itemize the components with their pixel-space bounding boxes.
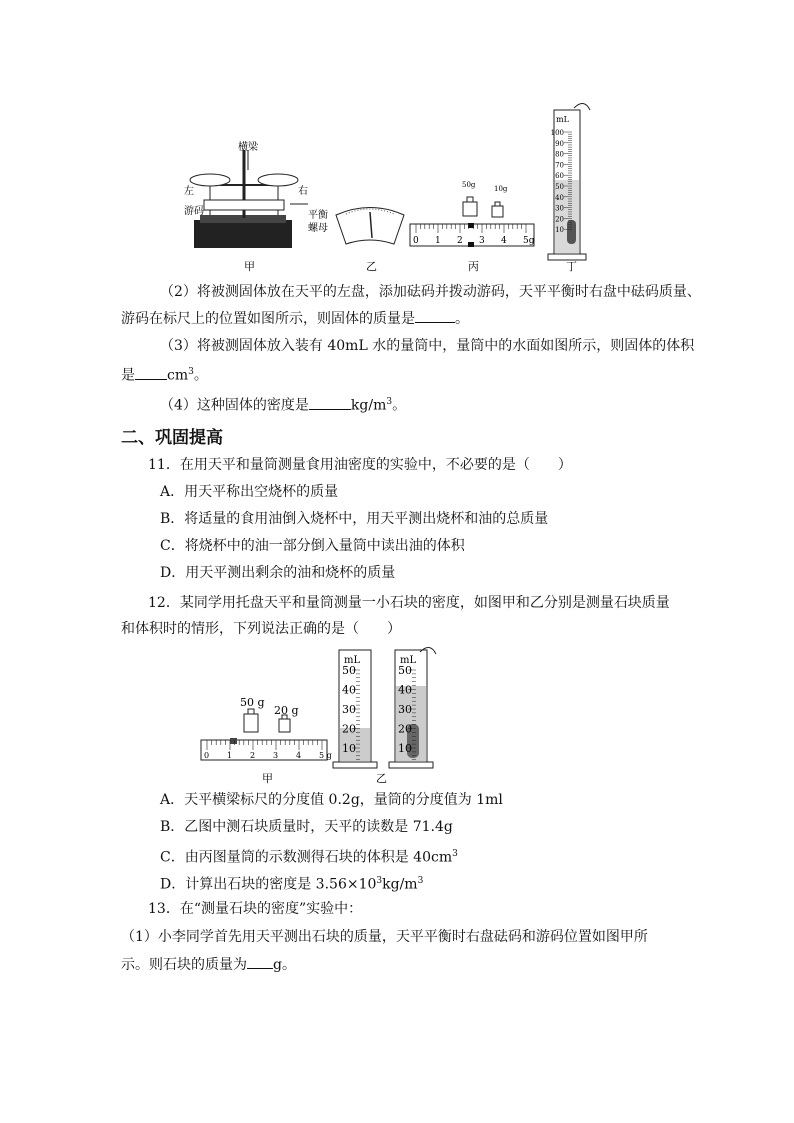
pointer-dial — [336, 208, 404, 245]
q12-stem-line2: 和体积时的情形，下列说法正确的是（ ） — [121, 621, 401, 637]
q10-part3-end: 。 — [193, 367, 208, 384]
ruler-tick-label: 0 — [413, 236, 419, 246]
q12-ruler-tick-label: 0 — [204, 751, 210, 760]
q10-part3-text: 是 — [121, 367, 135, 384]
cylinder-tick-label: 80 — [555, 150, 564, 159]
q12-option-a[interactable]: A．天平横梁标尺的分度值 0.2g，量筒的分度值为 1ml — [160, 792, 503, 808]
q12-cyl1-unit: mL — [344, 655, 361, 666]
q12-option-d-text: D．计算出石块的密度是 3.56×10 — [160, 876, 377, 893]
q12-ruler-tick-label: 1 — [227, 751, 233, 760]
q12-cylinder-tick-label: 40 — [398, 683, 412, 697]
nut-label-2: 螺母 — [308, 223, 328, 234]
q12-weights — [201, 709, 327, 760]
q10-part2-end: 。 — [455, 311, 469, 327]
q12-cylinder-tick-label: 10 — [398, 742, 412, 755]
q12-ruler-tick-label: 3 — [273, 751, 279, 760]
fig-label-bing: 丙 — [468, 260, 479, 273]
ruler-tick-label: 2 — [457, 236, 463, 246]
q10-part4-text: （4）这种固体的密度是 — [160, 397, 309, 414]
q11-option-a[interactable]: A．用天平称出空烧杯的质量 — [160, 484, 339, 500]
q12-weight-20g: 20 g — [274, 704, 299, 717]
q13-part1-unit: g。 — [273, 957, 296, 973]
q13-part1-line1: （1）小李同学首先用天平测出石块的质量，天平平衡时右盘砝码和游码位置如图甲所 — [121, 929, 648, 945]
q12-option-d-sup2: 3 — [417, 876, 424, 886]
q12-option-c[interactable] — [160, 844, 458, 868]
q12-cylinder-tick-label: 30 — [342, 703, 356, 716]
weight-10g: 10g — [494, 185, 508, 193]
q12-cylinder-tick-label: 40 — [342, 683, 356, 697]
q12-option-d-sup: 3 — [376, 876, 383, 886]
q12-ruler-tick-label: 2 — [250, 751, 256, 760]
weights-ruler — [410, 197, 534, 247]
q12-ruler-tick-label: 5 g — [319, 751, 332, 760]
left-pan-label: 左 — [184, 186, 194, 197]
q11-option-b[interactable]: B．将适量的食用油倒入烧杯中，用天平测出烧杯和油的总质量 — [160, 511, 549, 527]
q11-stem: 11．在用天平和量筒测量食用油密度的实验中，不必要的是（ ） — [148, 457, 572, 473]
q12-stem-line1: 12．某同学用托盘天平和量筒测量一小石块的密度，如图甲和乙分别是测量石块质量 — [148, 595, 670, 611]
q10-part3-unit: cm — [167, 367, 189, 384]
q10-part4-unit: kg/m — [350, 397, 387, 414]
q12-cylinder-tick-label: 50 — [398, 664, 412, 677]
q10-part4-sup: 3 — [386, 397, 393, 407]
q11-option-c[interactable]: C．将烧杯中的油一部分倒入量筒中读出油的体积 — [160, 538, 465, 554]
q12-ruler-tick-label: 4 — [296, 751, 302, 760]
ruler-tick-label: 3 — [479, 236, 485, 246]
q12-label-yi: 乙 — [376, 772, 387, 785]
q10-part4-line — [160, 392, 406, 416]
right-pan-label: 右 — [298, 186, 308, 197]
answer-blank[interactable] — [415, 308, 455, 323]
q13-stem: 13．在“测量石块的密度”实验中： — [148, 901, 363, 917]
q12-cylinder-tick-label: 20 — [342, 722, 356, 736]
q13-part1-line2 — [121, 954, 296, 975]
cylinder-tick-label: 90 — [555, 139, 564, 148]
cylinder-tick-label: 50 — [555, 183, 564, 191]
q11-option-d[interactable]: D．用天平测出剩余的油和烧杯的质量 — [160, 565, 396, 581]
cylinder-tick-label: 40 — [555, 193, 564, 202]
q10-part2-line2 — [121, 308, 469, 329]
ruler-tick-label: 4 — [501, 236, 507, 246]
q12-cylinder-tick-label: 10 — [342, 742, 356, 755]
q13-part1-text: 示。则石块的质量为 — [121, 957, 247, 973]
q10-part4-end: 。 — [392, 397, 407, 414]
balance-diagram — [190, 150, 308, 248]
q12-option-d-unit: kg/m — [382, 876, 418, 893]
q12-option-d[interactable] — [160, 871, 423, 895]
ruler-tick-label: 5g — [523, 236, 535, 246]
cylinder-tick-label: 10 — [555, 226, 564, 235]
cylinder-tick-label: 60 — [555, 172, 564, 181]
q10-part3-sup: 3 — [188, 367, 194, 377]
q12-option-c-text: C．由丙图量筒的示数测得石块的体积是 40cm — [160, 849, 453, 866]
q12-cylinder-tick-label: 30 — [398, 703, 412, 716]
cylinder-tick-label: 70 — [555, 161, 564, 170]
q12-weight-50g: 50 g — [240, 696, 265, 709]
q10-part2-line1: （2）将被测固体放在天平的左盘，添加砝码并拨动游码，天平平衡时右盘中砝码质量、 — [160, 284, 701, 300]
q12-option-c-sup: 3 — [452, 849, 458, 859]
q12-option-b[interactable]: B．乙图中测石块质量时，天平的读数是 71.4g — [160, 819, 453, 835]
fig-label-ding: 丁 — [566, 260, 577, 273]
q12-figure — [196, 644, 446, 786]
answer-blank[interactable] — [309, 395, 351, 410]
rider-label: 游码 — [184, 206, 204, 217]
cylinder-tick-label: 100 — [550, 129, 564, 137]
q12-cyl2-unit: mL — [400, 655, 417, 666]
ruler-tick-label: 1 — [435, 236, 441, 246]
q10-part3-line1: （3）将被测固体放入装有 40mL 水的量筒中，量筒中的水面如图所示，则固体的体积 — [160, 338, 695, 354]
answer-blank[interactable] — [135, 365, 167, 380]
q10-part2-text: 游码在标尺上的位置如图所示，则固体的质量是 — [121, 311, 415, 327]
weight-50g: 50g — [462, 181, 476, 189]
answer-blank[interactable] — [247, 954, 273, 969]
q12-cylinder-tick-label: 50 — [342, 664, 356, 677]
crossbeam-label: 横梁 — [238, 142, 258, 153]
section-title: 二、巩固提高 — [121, 428, 223, 448]
cylinder-unit: mL — [556, 115, 569, 124]
cylinder-tick-label: 20 — [555, 215, 564, 224]
q12-cylinder-tick-label: 20 — [398, 722, 412, 736]
figure-1 — [180, 100, 600, 278]
fig-label-jia: 甲 — [244, 260, 255, 273]
fig-label-yi: 乙 — [366, 260, 377, 273]
cylinder-tick-label: 30 — [555, 204, 564, 213]
nut-label: 平衡 — [308, 210, 328, 221]
q10-part3-line2 — [121, 362, 208, 386]
q12-label-jia: 甲 — [262, 772, 273, 785]
